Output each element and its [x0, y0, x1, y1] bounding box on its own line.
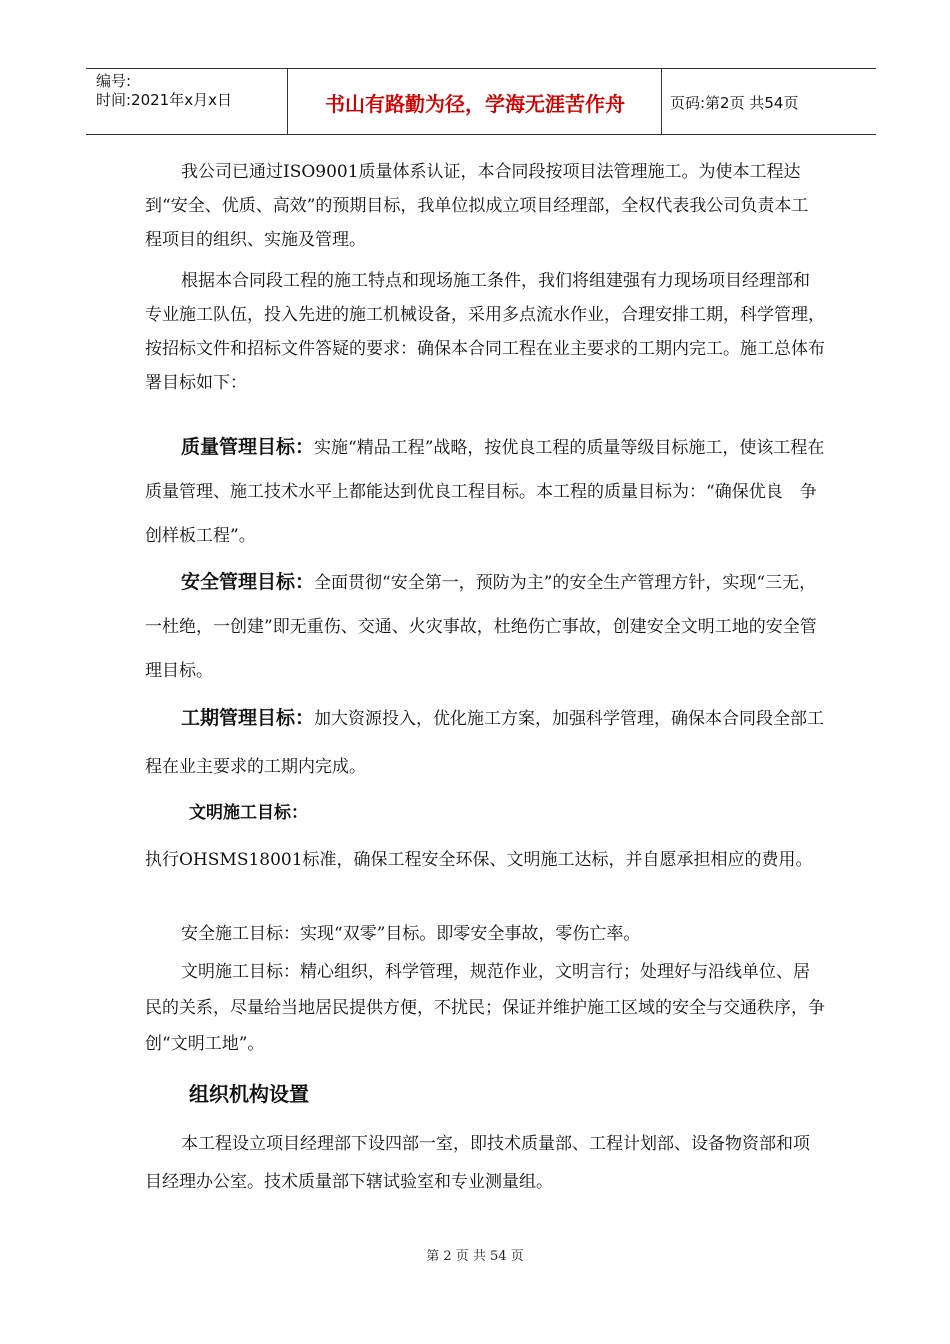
header-motto: 书山有路勤为径，学海无涯苦作舟 — [325, 92, 625, 116]
paragraph-text: 根据本合同段工程的施工特点和现场施工条件，我们将组建强有力现场项目经理部和专业施工队伍，投入先进的施工机械设备，采用多点流水作业，合理安排工期，科学管理，按招标文件和招标文件答疑的要求：确保本合同工程在业主要求的工期内完工。施工总体布署目标如下： — [145, 271, 825, 393]
page-footer: 第 2 页 共 54 页 — [426, 1249, 524, 1264]
section-text-quality: 实施“精品工程”战略，按优良工程的质量等级目标施工，使该工程在质量管理、施工技术水平上都能达到优良工程目标。本工程的质量目标为：“确保优良 争创样板工程”。 — [145, 438, 825, 546]
paragraph-safety-goal — [145, 916, 825, 952]
section-quality — [145, 425, 825, 558]
section-schedule — [145, 694, 825, 791]
section-text-civil: 执行OHSMS18001标准，确保工程安全环保、文明施工达标，并自愿承担相应的费用。 — [145, 850, 813, 870]
section-heading-safety: 安全管理目标： — [181, 571, 315, 593]
paragraph-text: 我公司已通过ISO9001质量体系认证，本合同段按项目法管理施工。为使本工程达到“安全、优质、高效”的预期目标，我单位拟成立项目经理部，全权代表我公司负责本工程项目的组织、实施及管理。 — [145, 162, 809, 250]
document-number-label: 编号: — [96, 72, 132, 90]
header-page-info: 页码:第2页 共54页 — [670, 94, 799, 112]
section-heading-organization: 组织机构设置 — [189, 1082, 309, 1106]
document-time-label: 时间:2021年x月x日 — [96, 91, 232, 109]
paragraph-text: 安全施工目标：实现“双零”目标。即零安全事故，零伤亡率。 — [181, 924, 641, 944]
section-text-safety: 全面贯彻“安全第一，预防为主”的安全生产管理方针，实现“三无，一杜绝，一创建”即无重伤、交通、火灾事故，杜绝伤亡事故，创建安全文明工地的安全管理目标。 — [145, 573, 817, 681]
section-heading-schedule: 工期管理目标： — [181, 707, 315, 729]
section-safety — [145, 560, 825, 693]
header-top-rule — [86, 68, 876, 69]
header-divider — [287, 68, 288, 135]
section-heading-civil: 文明施工目标： — [189, 803, 308, 823]
paragraph-deployment — [145, 264, 825, 400]
section-text-schedule: 加大资源投入，优化施工方案，加强科学管理，确保本合同段全部工程在业主要求的工期内完成。 — [145, 709, 825, 777]
paragraph-text: 文明施工目标：精心组织，科学管理，规范作业，文明言行；处理好与沿线单位、居民的关系，尽量给当地居民提供方便，不扰民；保证并维护施工区域的安全与交通秩序，争创“文明工地”。 — [145, 962, 825, 1054]
header-divider — [661, 68, 662, 135]
section-heading-quality: 质量管理目标： — [181, 436, 315, 458]
header-bottom-rule — [86, 134, 876, 135]
paragraph-civil-goal — [145, 954, 825, 1062]
header-meta — [96, 72, 232, 110]
paragraph-intro — [145, 155, 825, 257]
paragraph-text: 本工程设立项目经理部下设四部一室，即技术质量部、工程计划部、设备物资部和项目经理办公室。技术质量部下辖试验室和专业测量组。 — [145, 1134, 810, 1192]
paragraph-organization — [145, 1125, 825, 1201]
page-header — [86, 68, 876, 135]
